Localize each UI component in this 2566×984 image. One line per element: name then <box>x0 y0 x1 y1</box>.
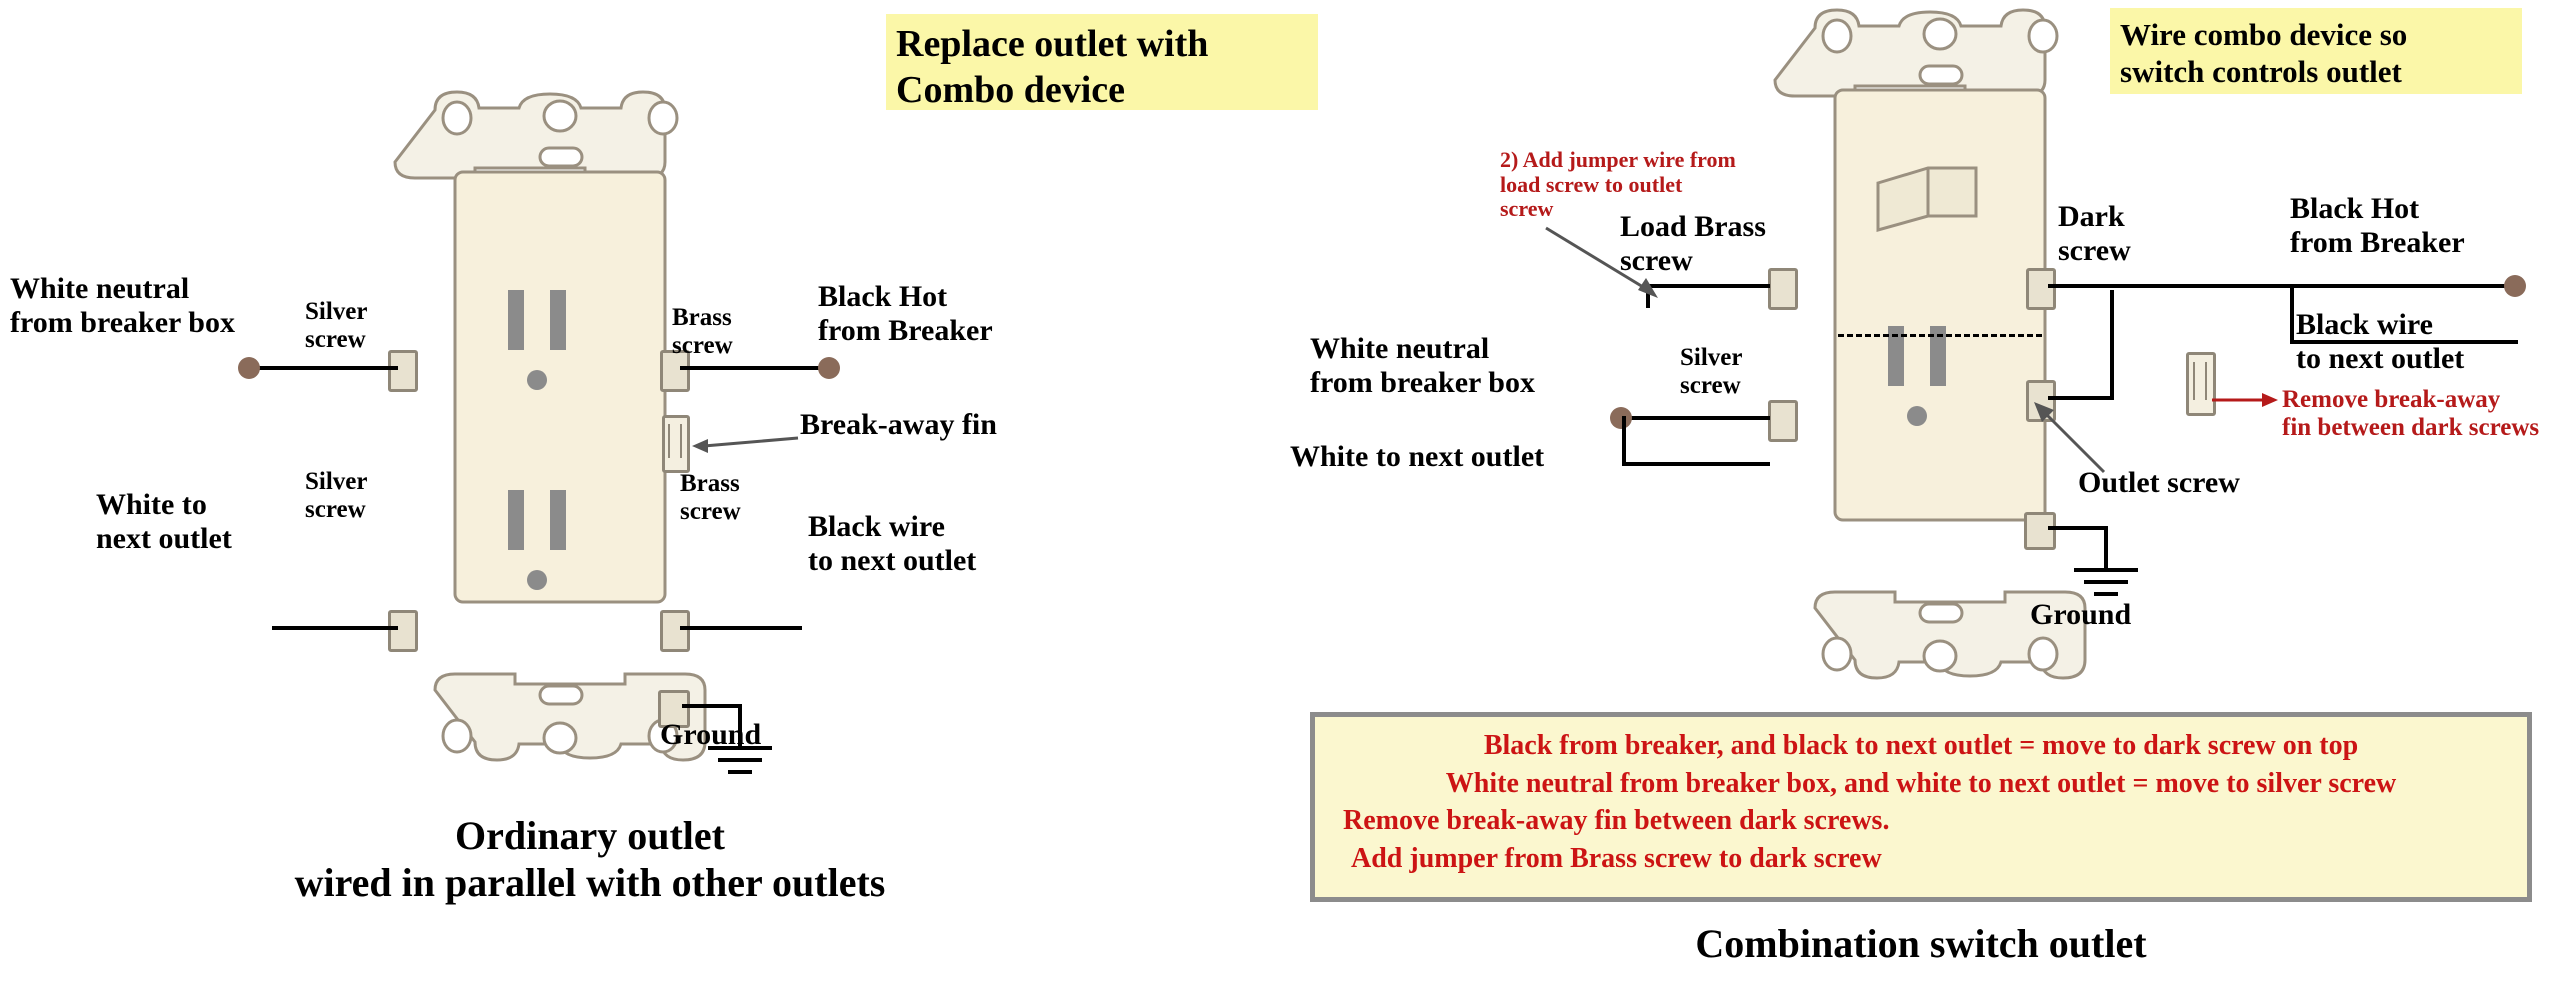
right-caption <box>1310 920 2532 967</box>
right-dark-screw <box>2026 268 2056 310</box>
left-label-silver-screw-top: Silver screw <box>305 298 368 353</box>
left-label-white-to-next: White to next outlet <box>96 488 232 555</box>
right-ground-symbol-bar3 <box>2094 592 2118 596</box>
right-label-load-brass-screw: Load Brass screw <box>1620 210 1766 277</box>
left-ground-symbol-bar2 <box>718 758 762 762</box>
right-label-white-neutral: White neutral from breaker box <box>1310 332 1535 399</box>
right-instruction-box <box>1310 712 2532 902</box>
right-label-remove-fin: Remove break-away fin between dark screws <box>2282 386 2540 441</box>
left-ground-wire-horizontal <box>682 704 742 708</box>
left-label-white-neutral: White neutral from breaker box <box>10 272 235 339</box>
left-label-silver-screw-bottom: Silver screw <box>305 468 368 523</box>
left-caption: Ordinary outlet wired in parallel with other outlets <box>294 813 886 906</box>
right-label-white-to-next: White to next outlet <box>1290 440 1545 473</box>
left-black-hot-terminal <box>818 357 840 379</box>
left-white-neutral-terminal <box>238 357 260 379</box>
right-ground-symbol-bar1 <box>2074 568 2138 572</box>
instruction-line-3: Remove break-away fin between dark screws. <box>1343 805 1890 837</box>
right-label-black-hot: Black Hot from Breaker <box>2290 192 2465 259</box>
left-silver-screw-top <box>388 350 418 392</box>
left-white-neutral-wire <box>250 366 398 370</box>
right-ground-screw <box>2024 512 2056 550</box>
right-label-jumper-note: 2) Add jumper wire from load screw to outlet screw <box>1500 147 1736 222</box>
right-ground-wire-vertical <box>2104 526 2108 568</box>
right-label-dark-screw: Dark screw <box>2058 200 2131 267</box>
right-divider-dashed-line <box>1838 334 2042 337</box>
left-label-break-away-fin: Break-away fin <box>800 408 997 441</box>
left-label-brass-screw-bottom: Brass screw <box>680 470 741 525</box>
left-ground-symbol-bar3 <box>728 770 752 774</box>
right-black-next-wire-drop <box>2290 288 2294 342</box>
instruction-line-1: Black from breaker, and black to next outlet = move to dark screw on top <box>1483 730 2359 761</box>
left-fin-detail <box>668 424 682 458</box>
right-title-note: Wire combo device so switch controls outlet <box>2110 8 2522 94</box>
left-silver-screw-bottom <box>388 610 418 652</box>
right-label-silver-screw: Silver screw <box>1680 344 1743 399</box>
left-black-next-wire <box>680 626 802 630</box>
left-label-black-hot: Black Hot from Breaker <box>818 280 993 347</box>
left-label-brass-screw-top: Brass screw <box>672 304 733 359</box>
right-white-next-wire <box>1622 462 1770 466</box>
right-white-neutral-wire <box>1622 416 1770 420</box>
left-label-black-to-next: Black wire to next outlet <box>808 510 977 577</box>
right-white-next-wire-riser <box>1622 416 1626 464</box>
left-label-ground: Ground <box>660 718 762 751</box>
instruction-line-2: White neutral from breaker box, and white to next outlet = move to silver screw <box>1445 767 2397 799</box>
left-brass-screw-bottom <box>660 610 690 652</box>
right-label-black-to-next: Black wire to next outlet <box>2296 308 2465 375</box>
right-label-ground: Ground <box>2030 598 2132 631</box>
right-white-neutral-terminal <box>1610 407 1632 429</box>
right-load-brass-screw <box>1768 268 1798 310</box>
right-black-hot-terminal <box>2504 275 2526 297</box>
right-ground-symbol-bar2 <box>2084 580 2128 584</box>
instruction-line-4: Add jumper from Brass screw to dark screw <box>1351 842 1882 874</box>
left-fin-arrow <box>690 430 800 460</box>
right-black-hot-wire <box>2048 284 2514 288</box>
right-silver-screw <box>1768 400 1798 442</box>
right-caption-text: Combination switch outlet <box>1695 921 2147 966</box>
right-detached-fin-detail <box>2193 362 2207 400</box>
left-title-note: Replace outlet with Combo device <box>886 14 1318 110</box>
right-ground-wire-horizontal <box>2048 526 2108 530</box>
left-black-hot-wire <box>680 366 830 370</box>
left-white-next-wire <box>272 626 398 630</box>
right-outlet-jumper-vertical <box>2110 290 2114 400</box>
right-label-outlet-screw: Outlet screw <box>2078 466 2240 499</box>
right-remove-fin-arrow <box>2212 388 2282 412</box>
